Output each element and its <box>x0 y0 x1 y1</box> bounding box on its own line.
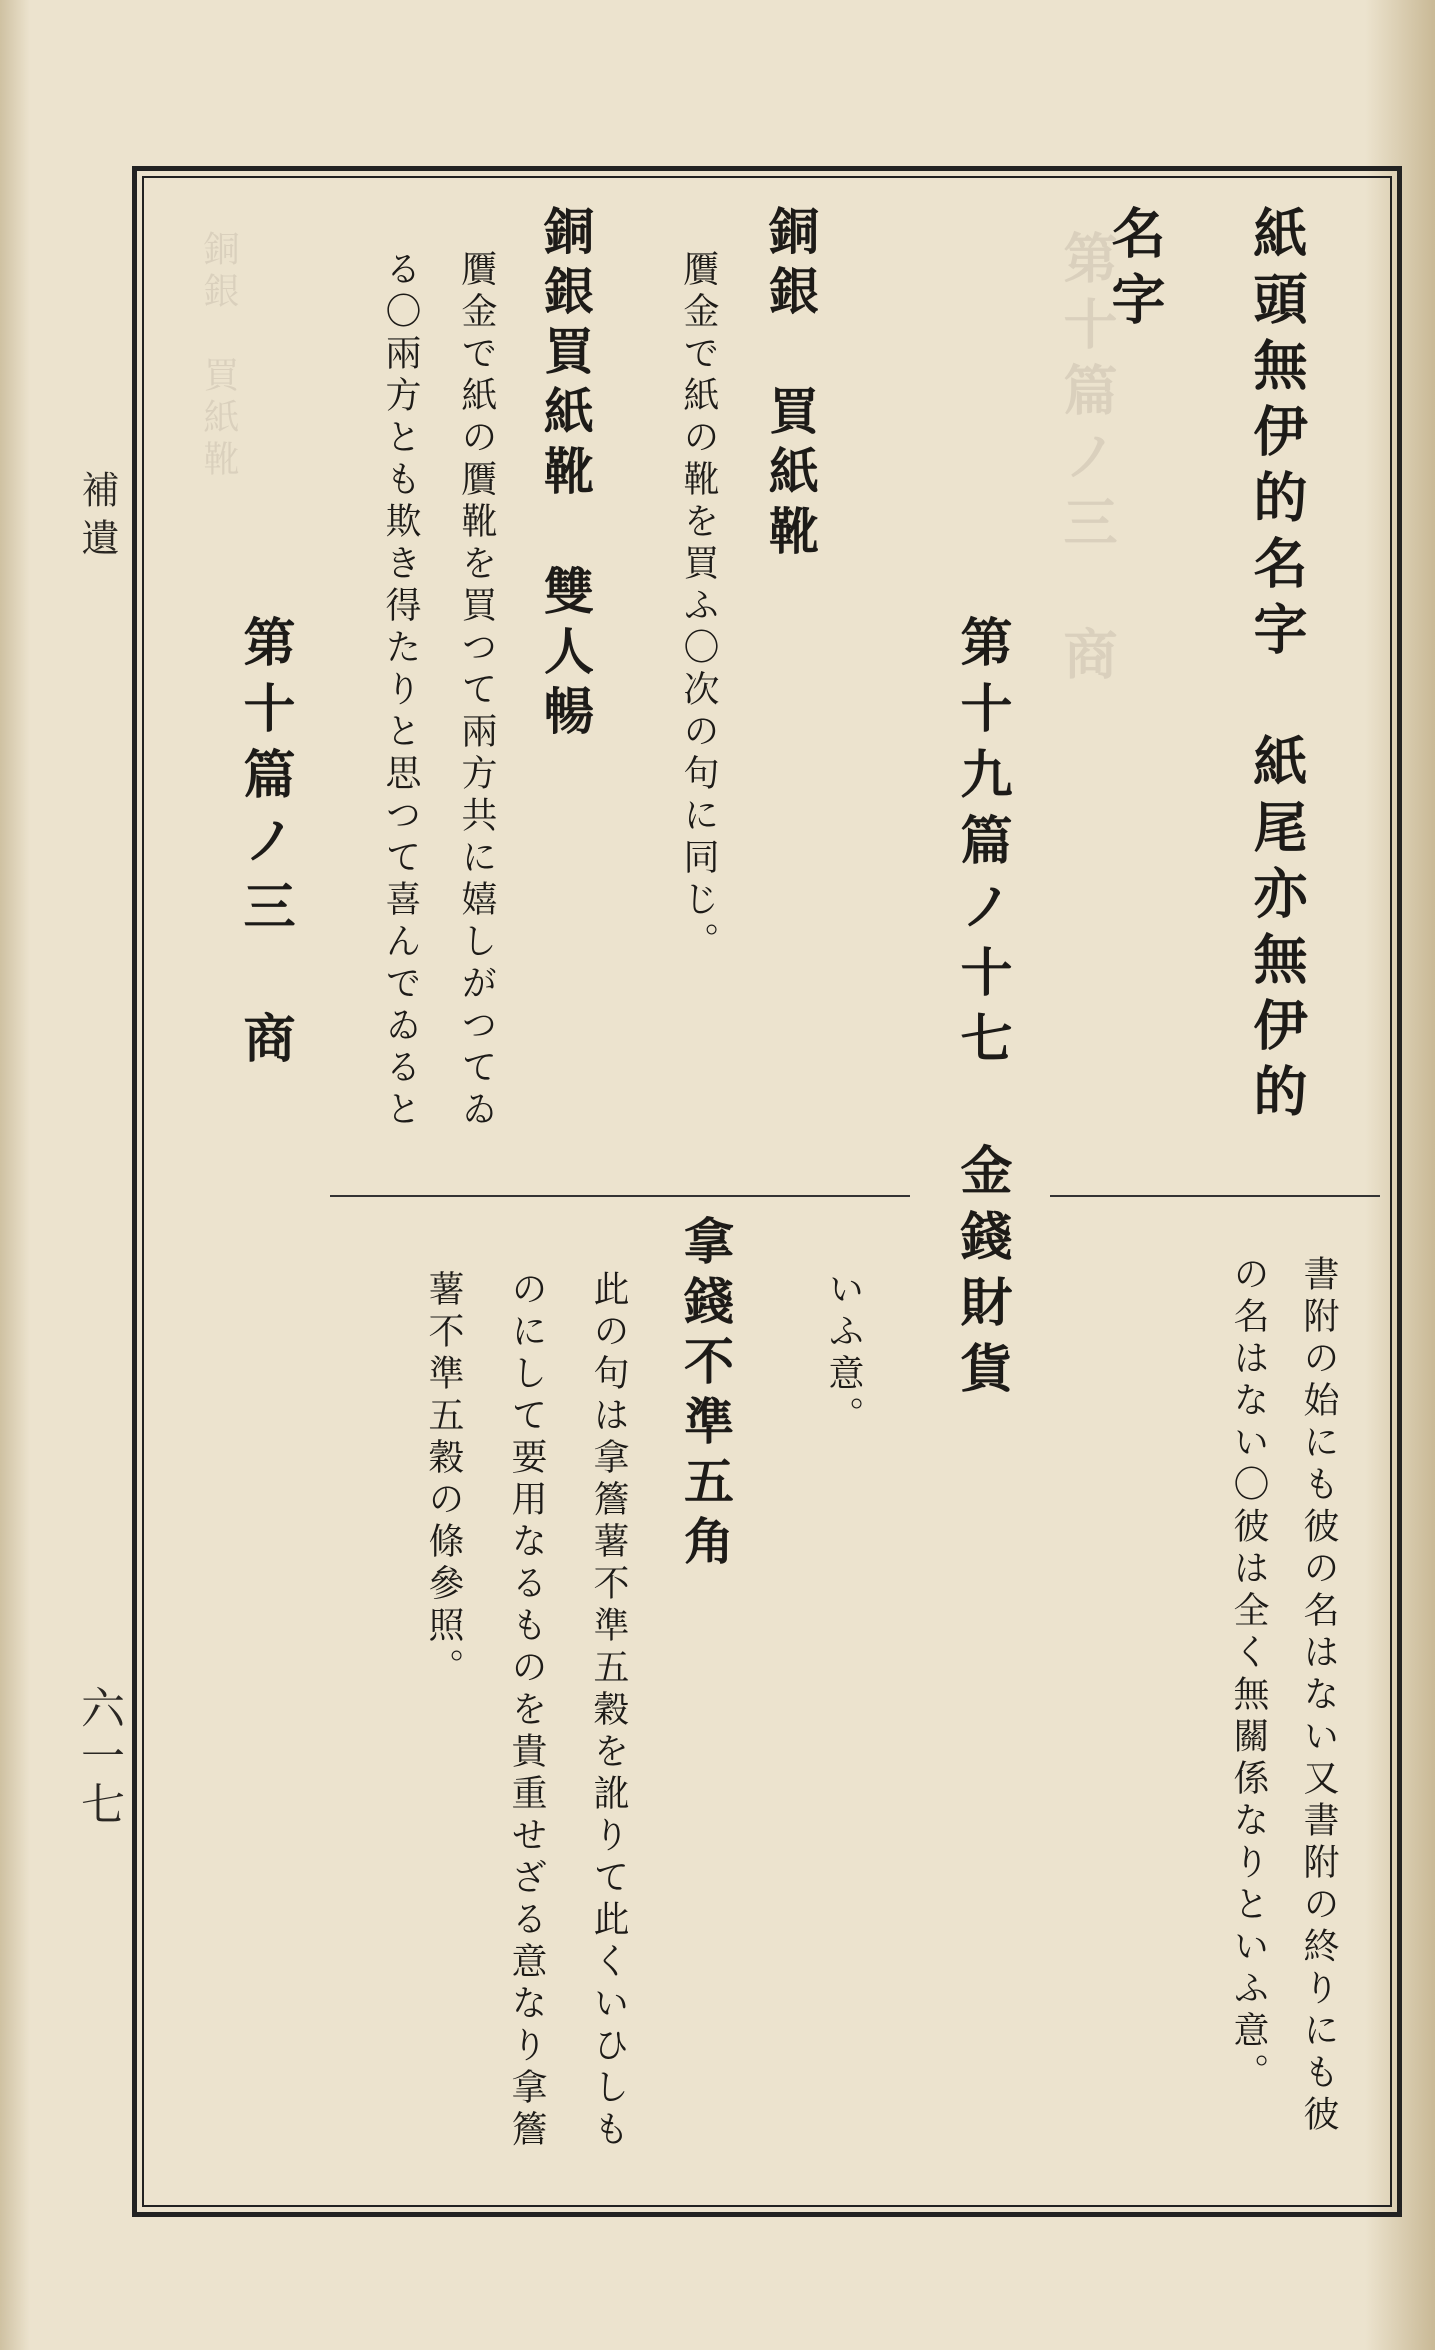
entry-explanation-continued: のにして要用なるものを貴重せざる意なり拿簷 <box>506 1270 547 2152</box>
explanation-line: の名はない〇彼は全く無關係なりといふ意。 <box>1228 1255 1269 2095</box>
entry-heading: 銅銀 買紙靴 <box>761 205 820 565</box>
bleed-through-text: 第十篇ノ三 商 <box>1055 230 1119 692</box>
entry-explanation: 此の句は拿簷薯不準五穀を訛りて此くいひしも <box>588 1270 629 2152</box>
entry-heading: 銅銀買紙靴 雙人暢 <box>536 205 595 745</box>
paper-edge-left <box>0 0 30 2350</box>
entry-explanation: 贋金で紙の靴を買ふ〇次の句に同じ。 <box>678 250 719 964</box>
section-divider-line <box>330 1195 1380 1197</box>
section-title-10-3: 第十篇ノ三 商 <box>234 615 295 1077</box>
entry-explanation-continued: 薯不準五穀の條參照。 <box>423 1270 464 1690</box>
explanation-line: いふ意。 <box>823 1270 864 1438</box>
entry-heading: 拿錢不準五角 <box>676 1215 735 1575</box>
entry-heading: 紙頭無伊的名字 紙尾亦無伊的 <box>1245 205 1309 1129</box>
running-head-label: 補遺 <box>75 470 119 566</box>
entry-explanation-continued: る〇兩方とも欺き得たりと思つて喜んでゐると <box>380 250 421 1132</box>
page-number: 六一七 <box>73 1685 124 1829</box>
bleed-through-text: 銅銀 買紙靴 <box>198 230 239 482</box>
entry-heading-continued: 名字 <box>1103 205 1167 337</box>
explanation-line: 書附の始にも彼の名はない又書附の終りにも彼 <box>1298 1255 1339 2137</box>
section-title-19-17: 第十九篇ノ十七 金錢財貨 <box>951 615 1012 1407</box>
entry-explanation: 贋金で紙の贋靴を買つて兩方共に嬉しがつてゐ <box>456 250 497 1132</box>
